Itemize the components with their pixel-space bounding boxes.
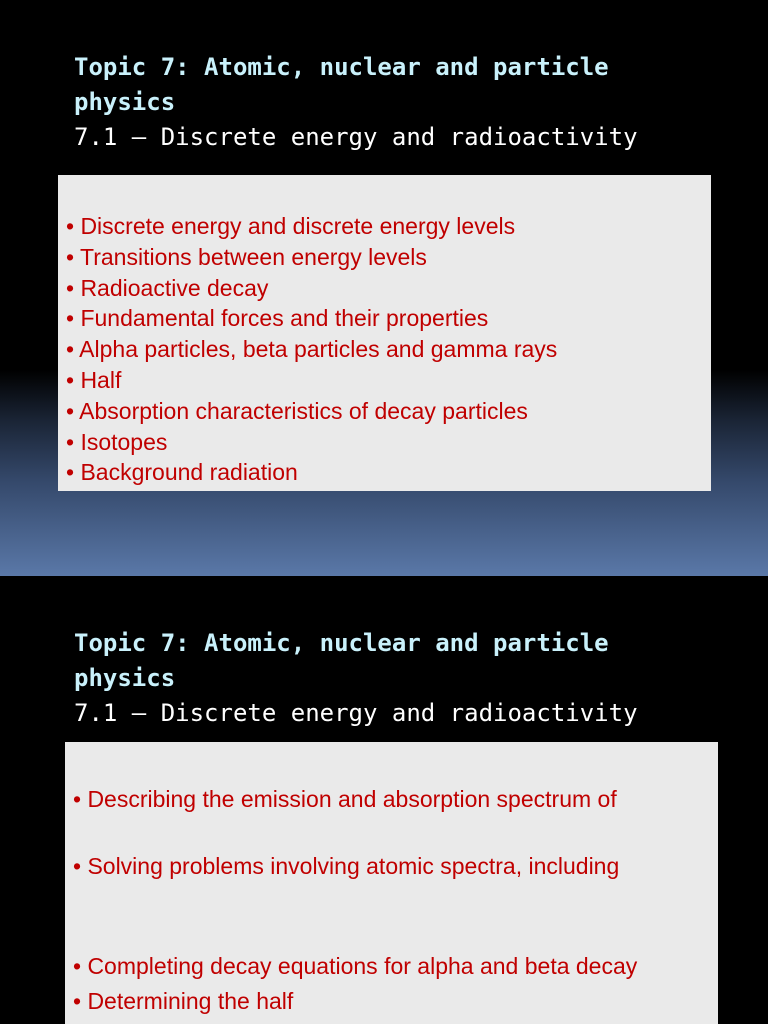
- slide-subtitle: 7.1 – Discrete energy and radioactivity: [74, 123, 638, 151]
- bullet-item: • Half: [66, 366, 122, 393]
- bullet-item: • Describing the emission and absorption spectrum of: [73, 786, 617, 812]
- slide-title-line-2: physics: [74, 664, 176, 692]
- bullet-item: • Absorption characteristics of decay particles: [66, 397, 528, 424]
- bullet-item: • Completing decay equations for alpha and beta decay: [73, 953, 638, 979]
- content-box: [65, 742, 718, 1024]
- bullet-item: • Transitions between energy levels: [66, 243, 427, 270]
- slide-title-line-2: physics: [74, 88, 176, 116]
- bullet-item: • Isotopes: [66, 428, 168, 455]
- bullet-item: • Determining the half: [73, 988, 294, 1014]
- slide-subtitle: 7.1 – Discrete energy and radioactivity: [74, 699, 638, 727]
- slide-title: [74, 50, 609, 120]
- bullet-item: • Solving problems involving atomic spectra, including: [73, 853, 620, 879]
- bullet-item: • Alpha particles, beta particles and gamma rays: [66, 336, 558, 363]
- content-box: [58, 175, 711, 491]
- slide-2: [0, 576, 768, 1024]
- slide-title: [74, 626, 609, 696]
- bullet-item: • Radioactive decay: [66, 274, 269, 301]
- bullet-list: [66, 211, 711, 488]
- bullet-item: • Discrete energy and discrete energy levels: [66, 213, 516, 239]
- slide-title-line-1: Topic 7: Atomic, nuclear and particle: [74, 629, 609, 657]
- slide-title-line-1: Topic 7: Atomic, nuclear and particle: [74, 53, 609, 81]
- bullet-item: • Background radiation: [66, 459, 298, 486]
- bullet-list: [73, 782, 718, 1019]
- bullet-item: • Fundamental forces and their properties: [66, 305, 489, 332]
